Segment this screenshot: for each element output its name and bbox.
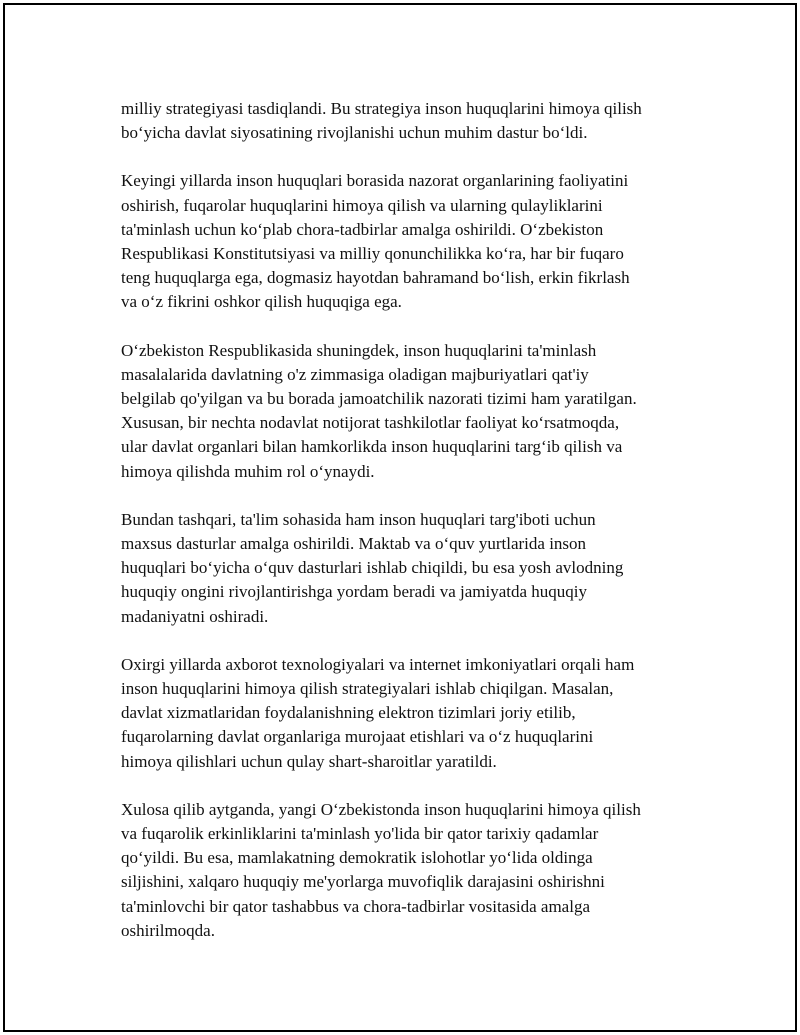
document-body xyxy=(121,97,711,943)
paragraph-5: Oxirgi yillarda axborot texnologiyalari va internet imkoniyatlari orqali ham inson huquqlarini himoya qilish strategiyalari ishlab chiqilgan. Masalan, davlat xizmatlaridan foydalanishning elektron tizimlari joriy etilib, fuqarolarning davlat organlariga murojaat etishlari va o‘z huquqlarini himoya qilishlari uchun qulay shart-sharoitlar yaratildi. xyxy=(121,654,635,771)
paragraph-4: Bundan tashqari, ta'lim sohasida ham inson huquqlari targ'iboti uchun maxsus dasturlar amalga oshirildi. Maktab va o‘quv yurtlarida inson huquqlari bo‘yicha o‘quv dasturlari ishlab chiqildi, bu esa yosh avlodning huquqiy ongini rivojlantirishga yordam beradi va jamiyatda huquqiy madaniyatni oshiradi. xyxy=(121,509,624,626)
paragraph-6: Xulosa qilib aytganda, yangi O‘zbekistonda inson huquqlarini himoya qilish va fuqarolik erkinliklarini ta'minlash yo'lida bir qator tarixiy qadamlar qo‘yildi. Bu esa, mamlakatning demokratik islohotlar yo‘lida oldinga siljishini, xalqaro huquqiy me'yorlarga muvofiqlik darajasini oshirishni ta'minlovchi bir qator tashabbus va chora-tadbirlar vositasida amalga oshirilmoqda. xyxy=(121,799,641,940)
paragraph-1: milliy strategiyasi tasdiqlandi. Bu strategiya inson huquqlarini himoya qilish bo‘yicha davlat siyosatining rivojlanishi uchun muhim dastur bo‘ldi. xyxy=(121,99,642,143)
page-frame xyxy=(3,3,797,1032)
paragraph-2: Keyingi yillarda inson huquqlari borasida nazorat organlarining faoliyatini oshirish, fuqarolar huquqlarini himoya qilish va ularning qulayliklarini ta'minlash uchun ko‘plab chora-tadbirlar amalga oshirildi. O‘zbekiston Respublikasi Konstitutsiyasi va milliy qonunchilikka ko‘ra, har bir fuqaro teng huquqlarga ega, dogmasiz hayotdan bahramand bo‘lish, erkin fikrlash va o‘z fikrini oshkor qilish huquqiga ega. xyxy=(121,171,630,312)
paragraph-3: O‘zbekiston Respublikasida shuningdek, inson huquqlarini ta'minlash masalalarida davlatning o'z zimmasiga oladigan majburiyatlari qat'iy belgilab qo'yilgan va bu borada jamoatchilik nazorati tizimi ham yaratilgan. Xususan, bir nechta nodavlat notijorat tashkilotlar faoliyat ko‘rsatmoqda, ular davlat organlari bilan hamkorlikda inson huquqlarini targ‘ib qilish va himoya qilishda muhim rol o‘ynaydi. xyxy=(121,340,637,481)
